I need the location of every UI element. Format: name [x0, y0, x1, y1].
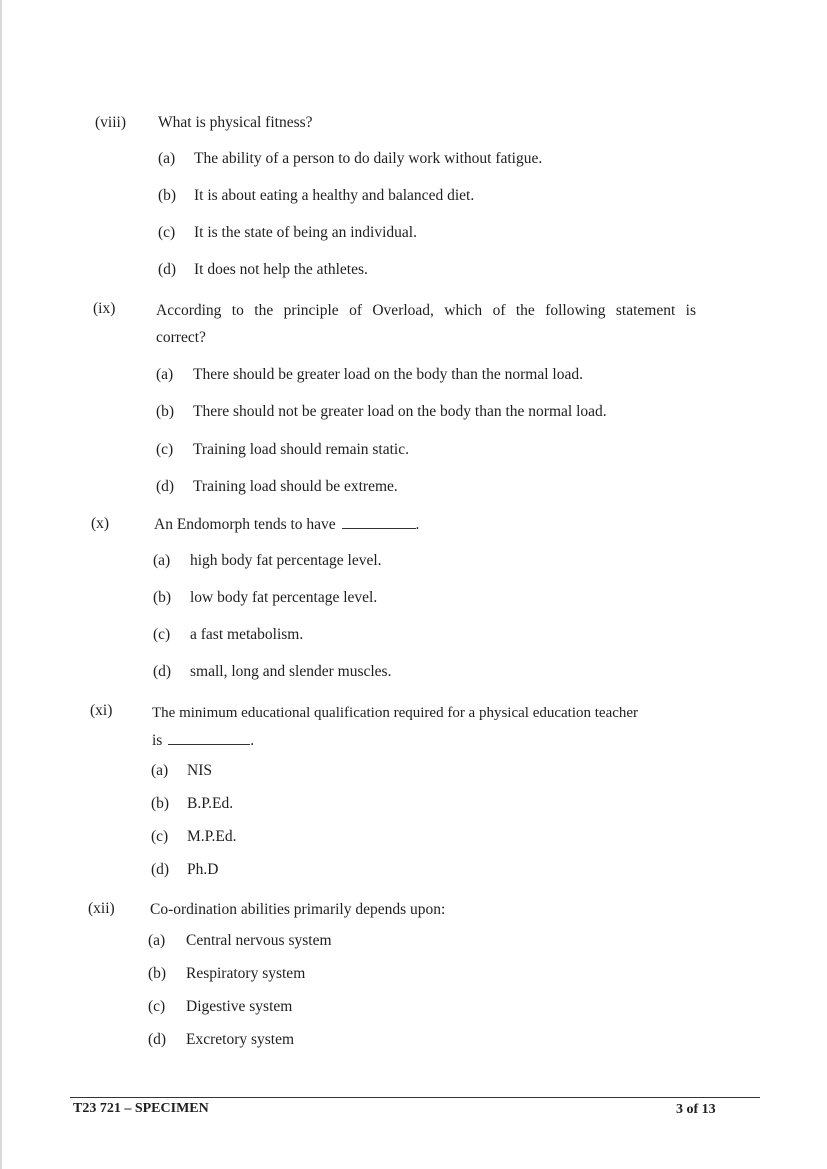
question-number: (ix): [93, 300, 116, 317]
option: [148, 965, 305, 983]
option-text: It is the state of being an individual.: [194, 224, 417, 241]
question-text: [154, 514, 419, 536]
option-text: small, long and slender muscles.: [190, 663, 392, 680]
option: [158, 150, 542, 168]
question-text-end: .: [415, 516, 420, 533]
question-text-main: is: [152, 732, 163, 749]
option-letter: (d): [153, 663, 172, 680]
answer-blank: [168, 730, 250, 745]
option: [156, 478, 398, 496]
question-number: (x): [91, 515, 110, 532]
option-text: high body fat percentage level.: [190, 552, 382, 569]
option: [151, 828, 237, 846]
option-text: NIS: [187, 762, 212, 779]
option-letter: (b): [153, 589, 172, 606]
option: [148, 1031, 294, 1049]
option-letter: (d): [158, 261, 177, 278]
option-text: Digestive system: [186, 998, 293, 1015]
option: [156, 441, 409, 459]
option-text: Ph.D: [187, 861, 219, 878]
option-text: Central nervous system: [186, 932, 332, 949]
option: [156, 366, 583, 384]
footer-divider: [70, 1097, 760, 1098]
option-text: a fast metabolism.: [190, 626, 304, 643]
option-letter: (a): [148, 932, 166, 949]
option-letter: (c): [151, 828, 169, 845]
question-text-line1: According to the principle of Overload, which of the following statement is: [156, 302, 696, 319]
question-number: (viii): [95, 114, 126, 131]
option-letter: (c): [156, 441, 174, 458]
option-letter: (d): [151, 861, 170, 878]
option-text: There should not be greater load on the body than the normal load.: [193, 403, 607, 420]
option: [151, 795, 233, 813]
page-number: 3 of 13: [676, 1102, 716, 1117]
question-text-line2: correct?: [156, 329, 206, 346]
option: [158, 224, 417, 242]
option-letter: (b): [148, 965, 167, 982]
answer-blank: [342, 514, 416, 529]
option: [158, 187, 474, 205]
option: [148, 998, 292, 1016]
paper-code: T23 721 – SPECIMEN: [73, 1101, 209, 1116]
option: [153, 552, 382, 570]
question-text: What is physical fitness?: [158, 114, 313, 131]
option-letter: (c): [158, 224, 176, 241]
option: [148, 932, 332, 950]
option-letter: (a): [153, 552, 171, 569]
option: [151, 762, 212, 780]
option-letter: (d): [156, 478, 175, 495]
option-text: M.P.Ed.: [187, 828, 237, 845]
option-text: Training load should remain static.: [193, 441, 409, 458]
question-text-main: An Endomorph tends to have: [154, 516, 336, 533]
option-text: Respiratory system: [186, 965, 306, 982]
option-text: It does not help the athletes.: [194, 261, 368, 278]
option: [153, 626, 303, 644]
option-text: low body fat percentage level.: [190, 589, 378, 606]
option-letter: (b): [158, 187, 177, 204]
option-text: B.P.Ed.: [187, 795, 234, 812]
question-text: Co-ordination abilities primarily depends upon:: [150, 901, 446, 918]
option-text: Excretory system: [186, 1031, 295, 1048]
option-text: Training load should be extreme.: [193, 478, 398, 495]
option-letter: (a): [151, 762, 169, 779]
option-letter: (b): [156, 403, 175, 420]
option-text: It is about eating a healthy and balanced diet.: [194, 187, 475, 204]
option-letter: (d): [148, 1031, 167, 1048]
option-letter: (a): [156, 366, 174, 383]
option-text: The ability of a person to do daily work without fatigue.: [194, 150, 543, 167]
option: [153, 663, 391, 681]
option: [156, 403, 607, 421]
question-text-end: .: [250, 732, 255, 749]
option-letter: (c): [148, 998, 166, 1015]
question-number: (xi): [90, 702, 113, 719]
option-letter: (b): [151, 795, 170, 812]
option: [158, 261, 368, 279]
option-letter: (a): [158, 150, 176, 167]
question-text-line1: The minimum educational qualification required for a physical education teacher: [152, 705, 639, 721]
option-letter: (c): [153, 626, 171, 643]
question-number: (xii): [88, 900, 115, 917]
question-text-line2: [152, 730, 254, 752]
option-text: There should be greater load on the body than the normal load.: [193, 366, 583, 383]
page-edge: [0, 0, 2, 1169]
option: [153, 589, 377, 607]
option: [151, 861, 218, 879]
